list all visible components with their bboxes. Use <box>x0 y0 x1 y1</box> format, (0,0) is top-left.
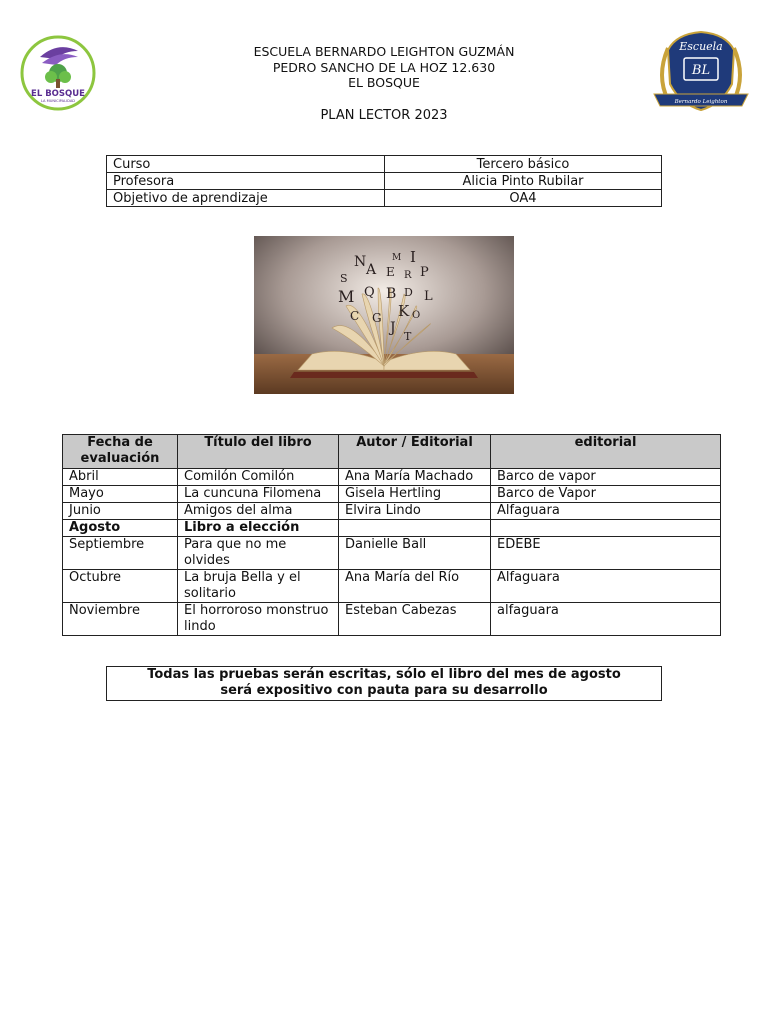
info-value: OA4 <box>385 190 662 207</box>
table-cell: Abril <box>63 469 178 486</box>
letter: P <box>420 265 429 280</box>
letter: G <box>372 311 382 325</box>
info-label: Profesora <box>107 173 385 190</box>
letter: A <box>366 262 377 278</box>
table-cell: Mayo <box>63 486 178 503</box>
table-cell: Agosto <box>63 520 178 537</box>
note-line: será expositivo con pauta para su desarrollo <box>220 683 548 698</box>
info-value: Alicia Pinto Rubilar <box>385 173 662 190</box>
table-cell: Junio <box>63 503 178 520</box>
table-cell: Libro a elección <box>178 520 339 537</box>
table-cell: Alfaguara <box>491 503 721 520</box>
table-cell: El horroroso monstruo lindo <box>178 603 339 636</box>
table-cell: La bruja Bella y el solitario <box>178 570 339 603</box>
letter: B <box>386 286 397 302</box>
table-header-row <box>63 435 721 469</box>
plan-title: PLAN LECTOR 2023 <box>320 108 448 123</box>
table-cell: Noviembre <box>63 603 178 636</box>
logo-left-main-text: EL BOSQUE <box>31 89 85 99</box>
info-row <box>107 156 662 173</box>
note-line: Todas las pruebas serán escritas, sólo el libro del mes de agosto <box>147 667 621 682</box>
school-crest-logo <box>646 26 756 118</box>
table-cell: Ana María Machado <box>339 469 491 486</box>
crest-top-text: Escuela <box>679 40 723 53</box>
letter: N <box>354 254 367 270</box>
school-name: ESCUELA BERNARDO LEIGHTON GUZMÁN <box>253 44 515 59</box>
logo-left-sub-text: LA MUNICIPALIDAD <box>40 99 76 103</box>
table-cell: Septiembre <box>63 537 178 570</box>
info-label: Objetivo de aprendizaje <box>107 190 385 207</box>
table-row <box>63 570 721 603</box>
column-header: Título del libro <box>178 435 339 469</box>
column-header: Autor / Editorial <box>339 435 491 469</box>
letter: D <box>404 286 413 299</box>
table-row <box>63 520 721 537</box>
table-cell: Danielle Ball <box>339 537 491 570</box>
table-cell: Comilón Comilón <box>178 469 339 486</box>
table-row <box>63 469 721 486</box>
info-label: Curso <box>107 156 385 173</box>
table-row <box>63 503 721 520</box>
letter: M <box>392 253 402 263</box>
el-bosque-logo <box>20 33 96 113</box>
reading-plan-table <box>62 434 721 636</box>
info-row <box>107 190 662 207</box>
table-cell: Esteban Cabezas <box>339 603 491 636</box>
table-cell: La cuncuna Filomena <box>178 486 339 503</box>
table-cell: Elvira Lindo <box>339 503 491 520</box>
letter: C <box>350 309 360 323</box>
table-row <box>63 603 721 636</box>
evaluation-note <box>106 666 662 701</box>
letter: R <box>404 270 412 281</box>
table-cell: Para que no me olvides <box>178 537 339 570</box>
letter: E <box>386 265 395 279</box>
letter: I <box>410 248 416 266</box>
letter: O <box>412 310 421 321</box>
table-cell: Alfaguara <box>491 570 721 603</box>
table-cell: Barco de vapor <box>491 469 721 486</box>
school-address: PEDRO SANCHO DE LA HOZ 12.630 <box>272 59 496 75</box>
table-cell: alfaguara <box>491 603 721 636</box>
info-row <box>107 173 662 190</box>
school-commune: EL BOSQUE <box>348 75 420 90</box>
column-header: Fecha de evaluación <box>63 435 178 469</box>
open-book-image <box>254 236 514 394</box>
table-row <box>63 537 721 570</box>
letter: K <box>398 302 410 320</box>
table-cell: Barco de Vapor <box>491 486 721 503</box>
letter: Q <box>364 285 375 300</box>
letter: L <box>424 289 433 304</box>
table-cell <box>339 520 491 537</box>
letter: S <box>340 272 348 285</box>
table-cell <box>491 520 721 537</box>
crest-ribbon-text: Bernardo Leighton <box>674 99 728 105</box>
crest-initials: BL <box>691 63 711 78</box>
school-header <box>150 44 618 91</box>
letter: J <box>390 320 396 336</box>
table-cell: Octubre <box>63 570 178 603</box>
table-cell: Amigos del alma <box>178 503 339 520</box>
table-cell: Ana María del Río <box>339 570 491 603</box>
info-value: Tercero básico <box>385 156 662 173</box>
column-header: editorial <box>491 435 721 469</box>
table-cell: EDEBE <box>491 537 721 570</box>
letter: M <box>338 287 355 306</box>
course-info-table <box>106 155 662 207</box>
table-cell: Gisela Hertling <box>339 486 491 503</box>
letter: T <box>404 330 412 343</box>
table-row <box>63 486 721 503</box>
